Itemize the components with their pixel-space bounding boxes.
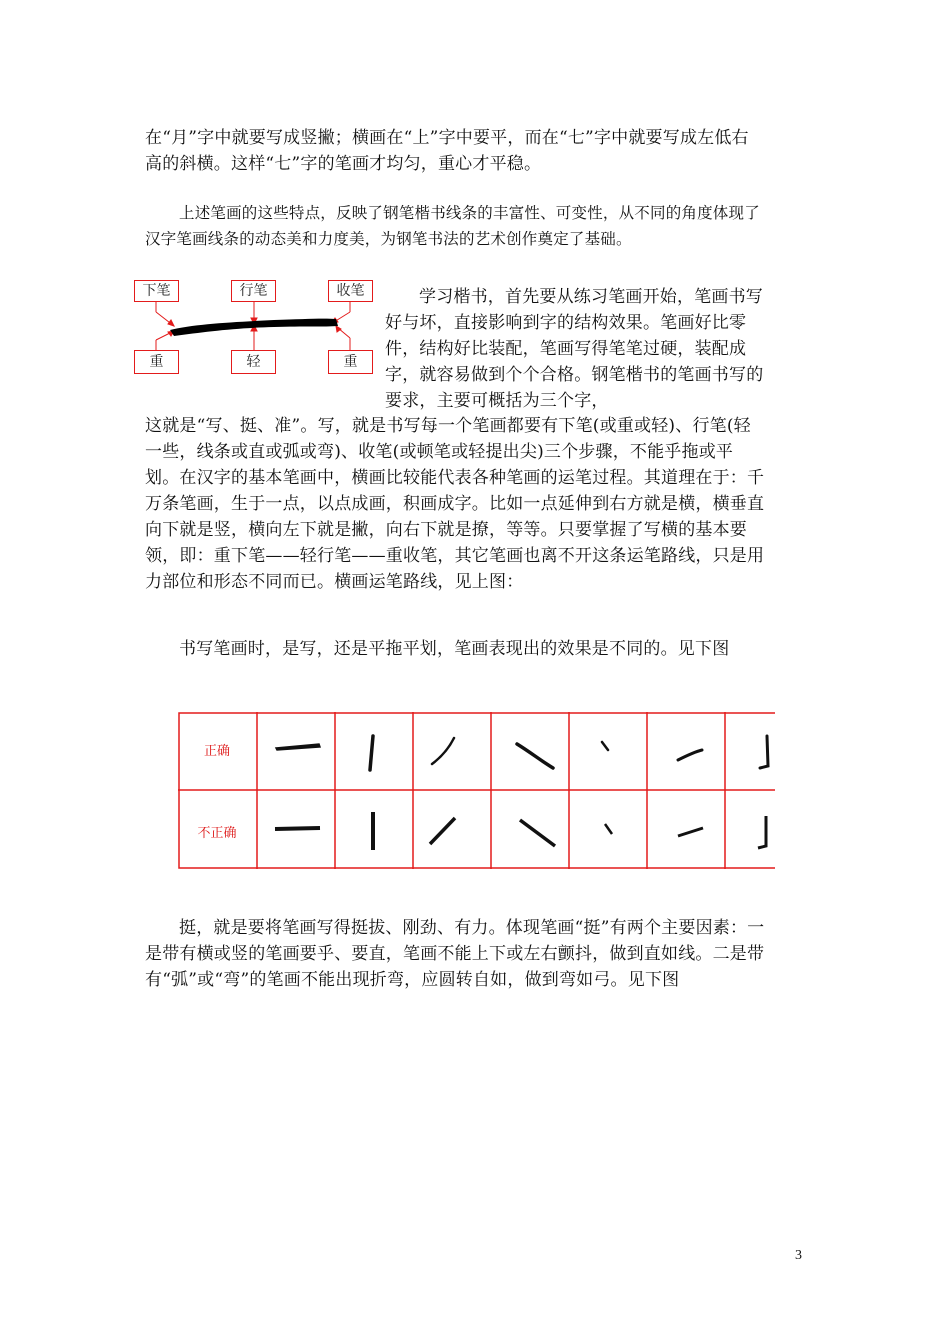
horizontal-stroke-diagram [134,278,379,378]
stroke-table-graphic [178,712,775,869]
page-number: 3 [795,1248,802,1263]
label-light-middle: 轻 [231,350,276,374]
stroke-comparison-table [178,712,775,869]
label-end-stroke: 收笔 [328,280,373,302]
paragraph-learn-kaishu: 学习楷书，首先要从练习笔画开始，笔画书写好与坏，直接影响到字的结构效果。笔画好比零件，结构好比装配，笔画写得笔笔过硬，装配成字，就容易做到个个合格。钢笔楷书的笔画书写的要求，主要可概括为三个字， [385,287,764,411]
row-label-incorrect: 不正确 [197,826,237,841]
label-heavy-end: 重 [328,350,373,374]
paragraph-write-vs-drag: 书写笔画时，是写，还是平拖平划，笔画表现出的效果是不同的。见下图 [179,639,730,659]
paragraph-write-steps: 这就是“写、挺、准”。写，就是书写每一个笔画都要有下笔(或重或轻)、行笔(轻一些，线条或直或弧或弯)、收笔(或顿笔或轻提出尖)三个步骤，不能乎拖或平划。在汉字的基本笔画中，横画比较能代表各种笔画的运笔过程。其道理在于：千万条笔画，生于一点，以点成画，积画成字。比如一点延伸到右方就是横，横垂直向下就是竖，横向左下就是撇，向右下就是撩，等等。只要掌握了写横的基本要领，即：重下笔——轻行笔——重收笔，其它笔画也离不开这条运笔路线，只是用力部位和形态不同而已。横画运笔路线，见上图： [145,416,765,592]
label-heavy-start: 重 [134,350,179,374]
label-move-stroke: 行笔 [231,280,276,302]
paragraph-stroke-features: 上述笔画的这些特点，反映了钢笔楷书线条的丰富性、可变性，从不同的角度体现了汉字笔画线条的动态美和力度美，为钢笔书法的艺术创作奠定了基础。 [145,204,760,248]
paragraph-moon-seven: 在“月”字中就要写成竖撇；横画在“上”字中要平，而在“七”字中就要写成左低右高的斜横。这样“七”字的笔画才均匀，重心才平稳。 [145,128,749,174]
label-start-stroke: 下笔 [134,280,179,302]
row-label-correct: 正确 [203,744,230,759]
paragraph-ting-straight: 挺，就是要将笔画写得挺拔、刚劲、有力。体现笔画“挺”有两个主要因素：一是带有横或竖的笔画要乎、要直，笔画不能上下或左右颤抖，做到直如线。二是带有“弧”或“弯”的笔画不能出现折弯，应圆转自如，做到弯如弓。见下图 [145,918,765,990]
